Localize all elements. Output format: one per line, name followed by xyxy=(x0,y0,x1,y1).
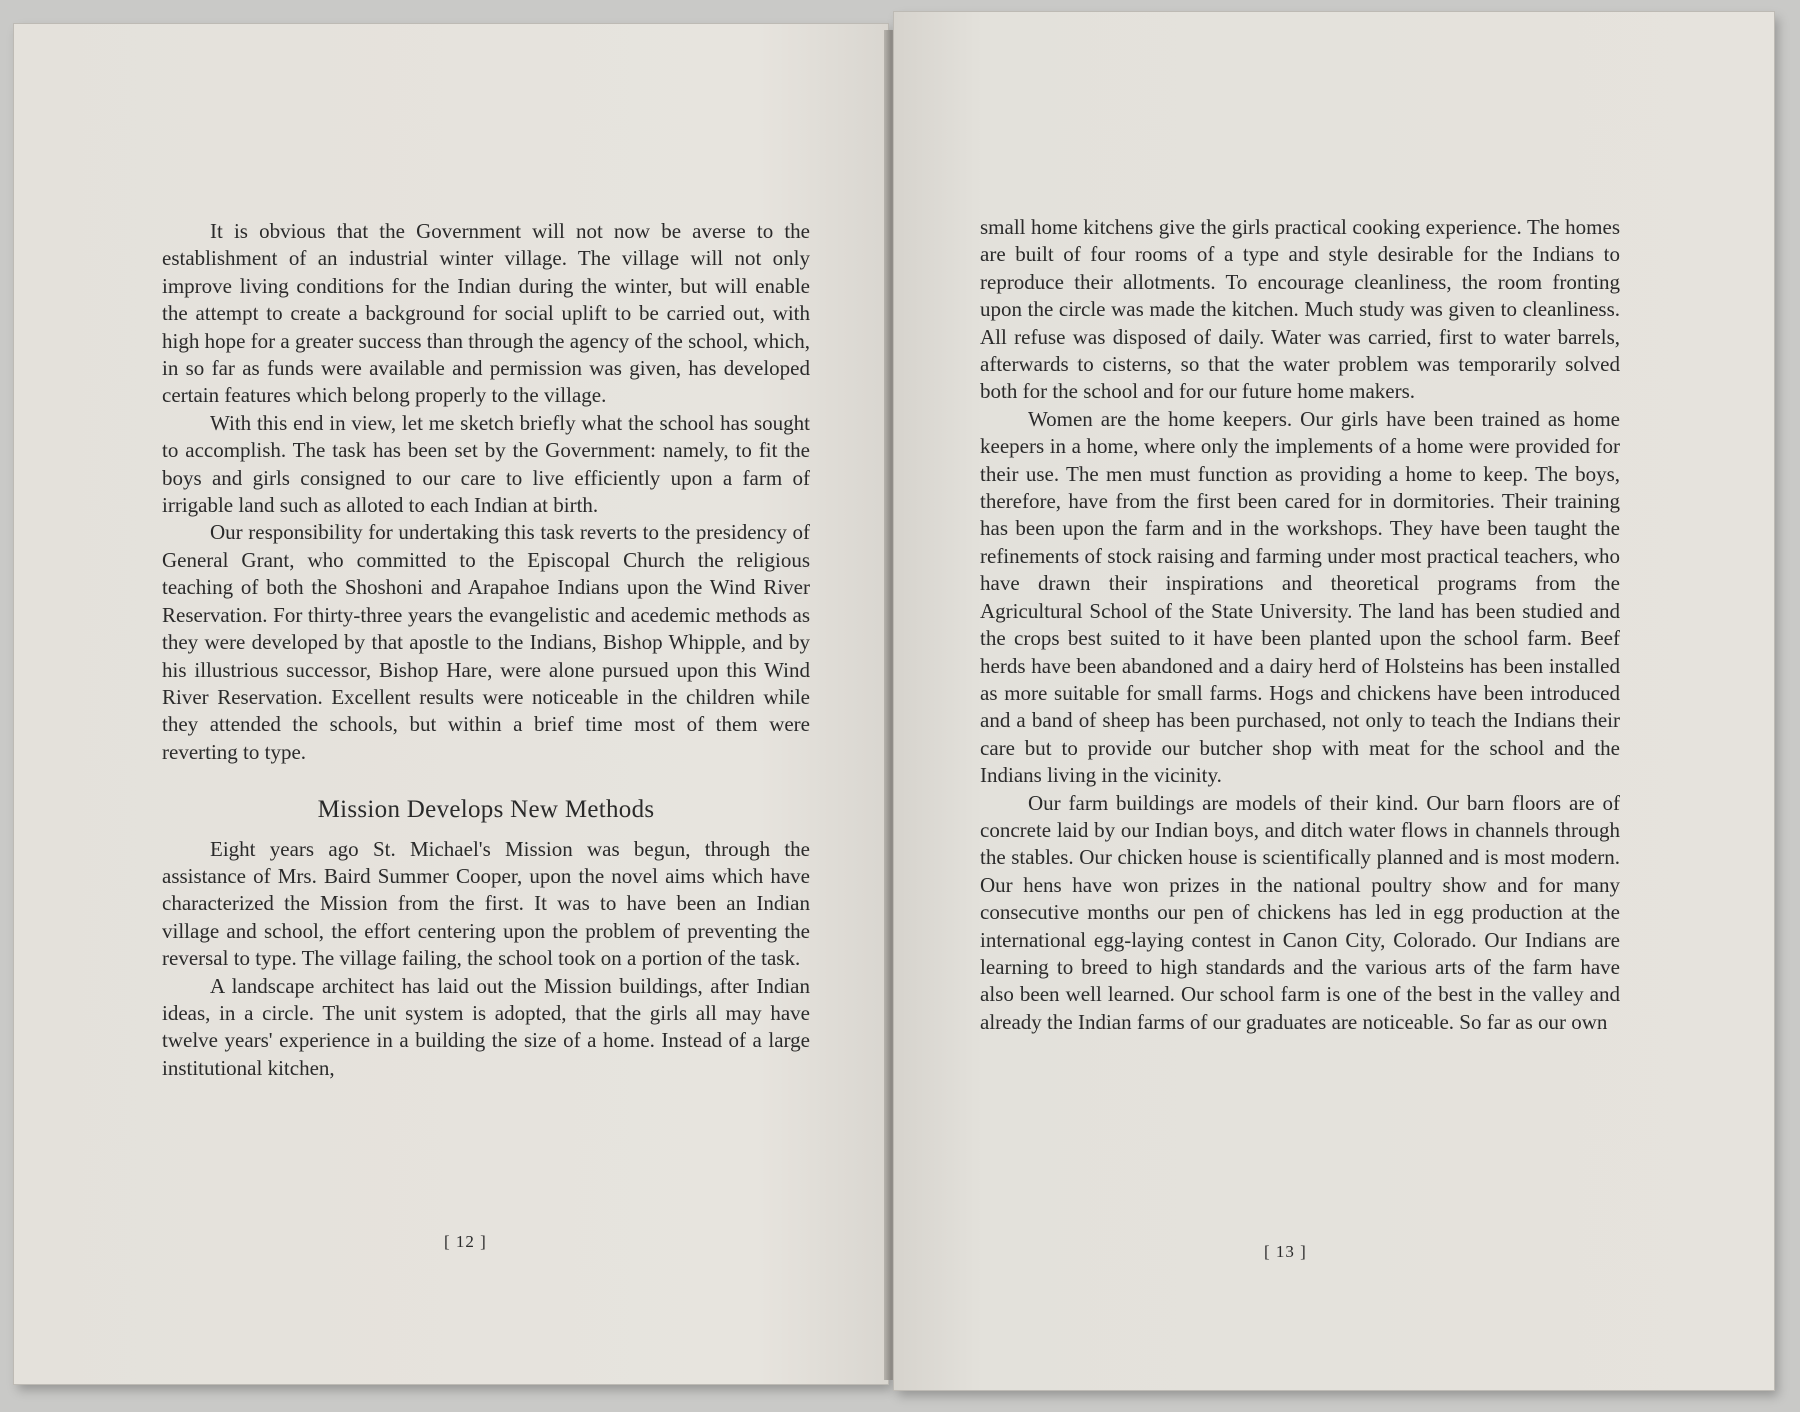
right-page xyxy=(894,12,1774,1390)
paragraph: Eight years ago St. Michael's Mission was begun, through the assistance of Mrs. Baird Summer Cooper, upon the novel aims which have characterized the Mission from the first. It was to have been an Indian village and school, the effort centering upon the problem of preventing the reversal to type. The village failing, the school took on a portion of the task. xyxy=(162,836,810,971)
page-number: [ 13 ] xyxy=(1264,1242,1307,1261)
left-page xyxy=(14,24,888,1384)
section-heading: Mission Develops New Methods xyxy=(317,796,655,824)
left-page-text xyxy=(162,218,810,1082)
paragraph: With this end in view, let me sketch briefly what the school has sought to accomplish. The task has been set by the Government: namely, to fit the boys and girls consigned to our care to live efficiently upon a farm of irrigable land such as alloted to each Indian at birth. xyxy=(162,410,810,518)
page-number: [ 12 ] xyxy=(444,1232,487,1251)
paragraph: A landscape architect has laid out the Mission buildings, after Indian ideas, in a circle. The unit system is adopted, that the girls all may have twelve years' experience in a building the size of a home. Instead of a large institutional kitchen, xyxy=(162,973,810,1080)
right-page-text xyxy=(980,214,1620,1036)
paragraph: Women are the home keepers. Our girls have been trained as home keepers in a home, where only the implements of a home were provided for their use. The men must function as providing a home to keep. The boys, therefore, have from the first been cared for in dormitories. Their training has been upon the farm and in the workshops. They have been taught the refinements of stock raising and farming under most practical teachers, who have drawn their inspirations and theoretical programs from the Agricultural School of the State University. The land has been studied and the crops best suited to it have been planted upon the school farm. Beef herds have been abandoned and a dairy herd of Holsteins has been installed as more suitable for small farms. Hogs and chickens have been introduced and a band of sheep has been purchased, not only to teach the Indians their care but to provide our butcher shop with meat for the school and the Indians living in the vicinity. xyxy=(980,406,1620,788)
paragraph: It is obvious that the Government will not now be averse to the establishment of an industrial winter village. The village will not only improve living conditions for the Indian during the winter, but will enable the attempt to create a background for social uplift to be carried out, with high hope for a greater success than through the agency of the school, which, in so far as funds were available and permission was given, has developed certain features which belong properly to the village. xyxy=(162,219,810,408)
paragraph: small home kitchens give the girls practical cooking experience. The homes are built of four rooms of a type and style desirable for the Indians to reproduce their allotments. To encourage cleanliness, the room fronting upon the circle was made the kitchen. Much study was given to cleanliness. All refuse was disposed of daily. Water was carried, first to water barrels, afterwards to cisterns, so that the water problem was temporarily solved both for the school and for our future home makers. xyxy=(980,215,1620,404)
paragraph: Our farm buildings are models of their kind. Our barn floors are of concrete laid by our Indian boys, and ditch water flows in channels through the stables. Our chicken house is scientifically planned and is most modern. Our hens have won prizes in the national poultry show and for many consecutive months our pen of chickens has led in egg production at the international egg-laying contest in Canon City, Colorado. Our Indians are learning to breed to high standards and the various arts of the farm have also been well learned. Our school farm is one of the best in the valley and already the Indian farms of our graduates are noticeable. So far as our own xyxy=(980,790,1620,1034)
paragraph: Our responsibility for undertaking this task reverts to the presidency of General Grant, who committed to the Episcopal Church the religious teaching of both the Shoshoni and Arapahoe Indians upon the Wind River Reservation. For thirty-three years the evangelistic and acedemic methods as they were developed by that apostle to the Indians, Bishop Whipple, and by his illustrious successor, Bishop Hare, were alone pursued upon this Wind River Reservation. Excellent results were noticeable in the children while they attended the schools, but within a brief time most of them were reverting to type. xyxy=(162,520,810,764)
